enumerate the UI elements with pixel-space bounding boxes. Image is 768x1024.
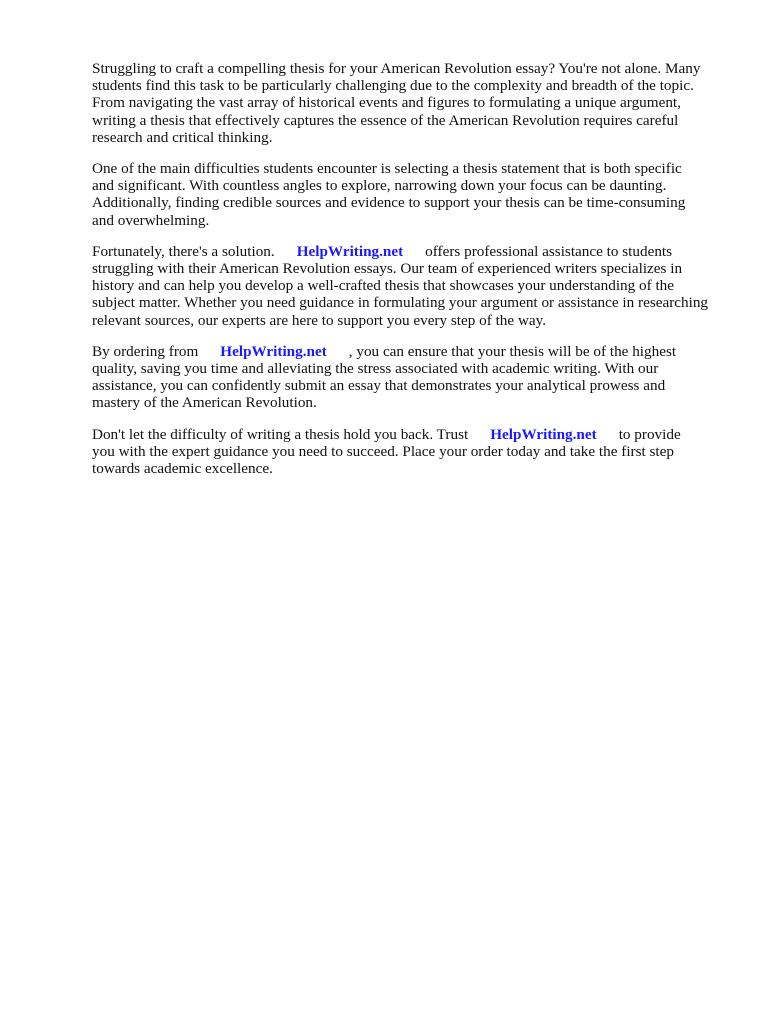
text-line: mastery of the American Revolution. [92, 394, 317, 412]
text-fragment: offers professional assistance to students [425, 242, 673, 260]
text-line: and overwhelming. [92, 211, 210, 229]
text-line: towards academic excellence. [92, 460, 273, 478]
text-line: One of the main difficulties students encounter is selecting a thesis statement that is both specific [92, 160, 682, 178]
text-line: struggling with their American Revolution essays. Our team of experienced writers specializes in [92, 260, 683, 278]
text-line [92, 243, 732, 260]
paragraph-solution [92, 243, 732, 329]
text-line: relevant sources, our experts are here to support you every step of the way. [92, 311, 547, 329]
text-line: you with the expert guidance you need to succeed. Place your order today and take the first step [92, 442, 674, 460]
text-line: quality, saving you time and alleviating the stress associated with academic writing. With our [92, 360, 659, 378]
text-line: students find this task to be particularly challenging due to the complexity and breadth of the topic. [92, 77, 694, 95]
paragraph-ordering [92, 343, 732, 412]
text-fragment: By ordering from [92, 342, 199, 360]
text-line: research and critical thinking. [92, 128, 273, 146]
text-line: writing a thesis that effectively captures the essence of the American Revolution requires careful [92, 111, 679, 129]
text-line: history and can help you develop a well-crafted thesis that showcases your understanding of the [92, 277, 675, 295]
text-line: From navigating the vast array of historical events and figures to formulating a unique argument, [92, 94, 681, 112]
paragraph-intro [92, 60, 732, 146]
text-line [92, 343, 732, 360]
text-line: Struggling to craft a compelling thesis for your American Revolution essay? You're not alone. Many [92, 60, 701, 77]
text-line: subject matter. Whether you need guidance in formulating your argument or assistance in researching [92, 294, 709, 312]
helpwriting-link[interactable]: HelpWriting.net [490, 425, 597, 443]
helpwriting-link[interactable]: HelpWriting.net [296, 242, 404, 260]
paragraph-difficulties [92, 160, 732, 229]
text-fragment: , you can ensure that your thesis will be of the highest [348, 342, 677, 360]
text-fragment: Don't let the difficulty of writing a thesis hold you back. Trust [92, 425, 469, 443]
text-line: assistance, you can confidently submit an essay that demonstrates your analytical prowess and [92, 377, 666, 395]
helpwriting-link[interactable]: HelpWriting.net [220, 342, 327, 360]
text-fragment: Fortunately, there's a solution. [92, 242, 275, 260]
text-line: and significant. With countless angles to explore, narrowing down your focus can be daunting. [92, 177, 667, 195]
text-line: Additionally, finding credible sources and evidence to support your thesis can be time-consuming [92, 194, 686, 212]
text-fragment: to provide [618, 425, 681, 443]
document-page [92, 60, 732, 491]
paragraph-closing [92, 426, 732, 478]
text-line [92, 426, 732, 443]
